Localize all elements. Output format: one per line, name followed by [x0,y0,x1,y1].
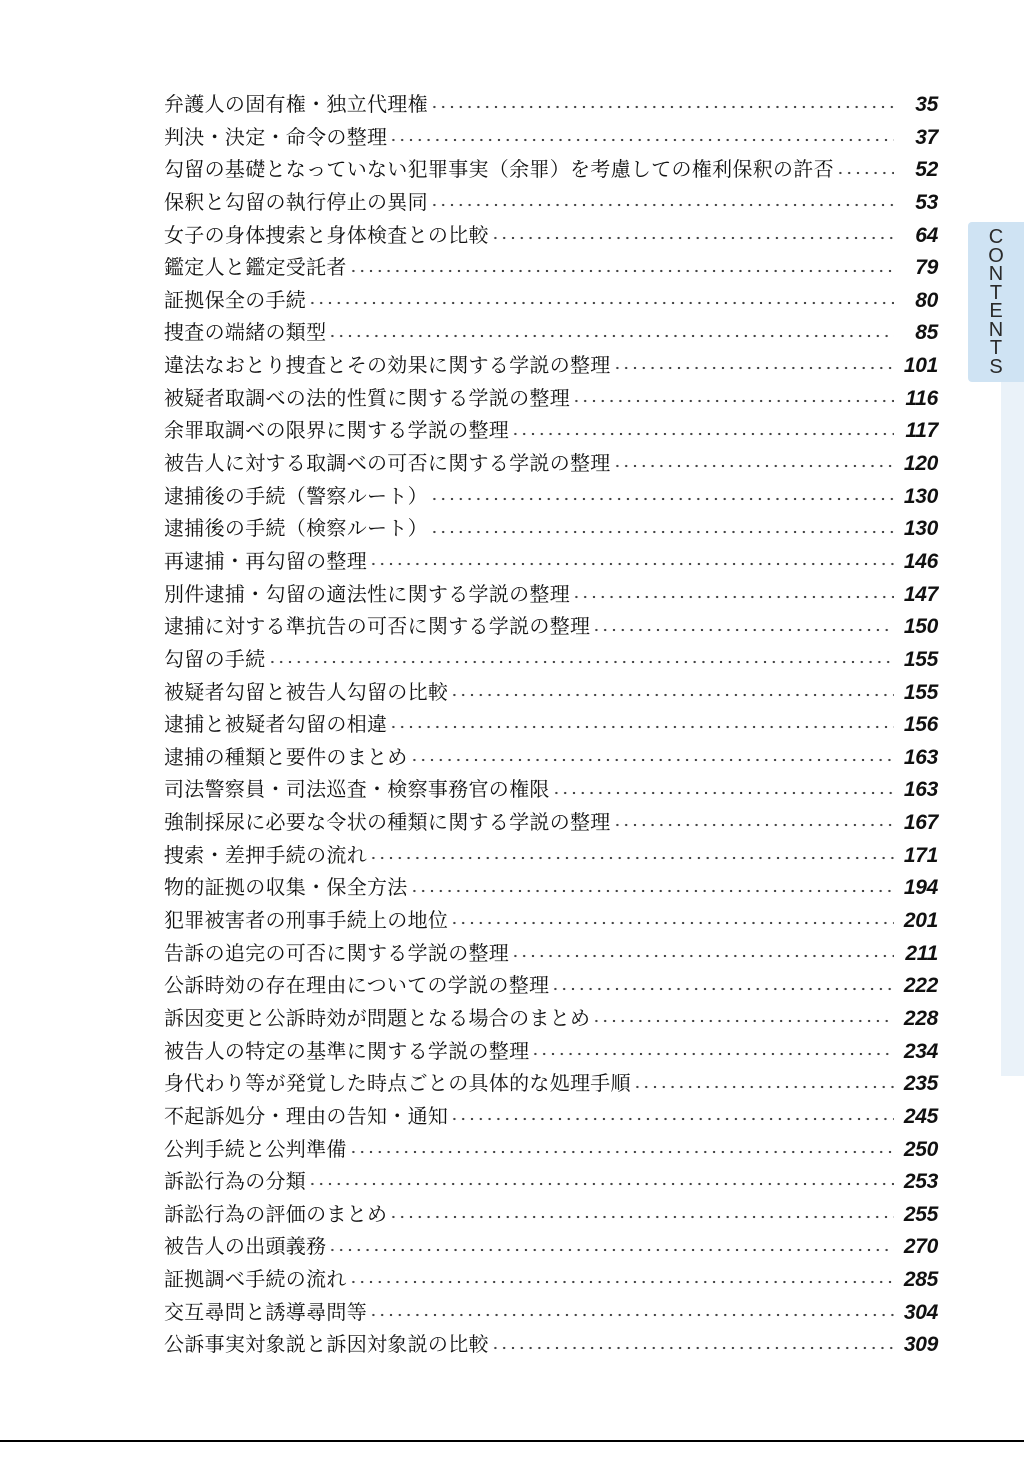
toc-entry[interactable] [164,316,938,349]
toc-entry[interactable] [164,1296,938,1329]
toc-entry-page: 116 [905,386,938,410]
toc-entry-page: 255 [903,1202,938,1226]
dot-leader [613,366,894,370]
toc-entry[interactable] [164,186,938,219]
toc-entry[interactable] [164,1133,938,1166]
toc-entry[interactable] [164,1002,938,1035]
toc-entry-page: 35 [915,93,938,116]
dot-leader [349,1150,894,1154]
dot-leader [511,432,894,436]
toc-entry[interactable] [164,871,938,904]
toc-entry-page: 146 [903,549,938,573]
toc-entry-title: 捜査の端緒の類型 [164,320,327,345]
toc-entry-page: 201 [903,909,938,933]
toc-entry-page: 130 [903,517,938,541]
toc-entry-title: 交互尋問と誘導尋問等 [164,1299,367,1324]
toc-entry[interactable] [164,904,938,937]
dot-leader [410,889,894,893]
dot-leader [369,562,894,566]
dot-leader [389,725,894,729]
toc-entry-title: 被告人の特定の基準に関する学説の整理 [164,1038,530,1063]
toc-entry-page: 270 [903,1235,938,1259]
toc-entry-page: 52 [915,158,938,182]
toc-entry-page: 167 [903,811,938,835]
toc-entry[interactable] [164,578,938,611]
dot-leader [349,1280,894,1284]
toc-entry[interactable] [164,1198,938,1231]
dot-leader [410,758,894,762]
dot-leader [389,138,894,142]
toc-entry-title: 不起訴処分・理由の告知・通知 [164,1103,449,1128]
toc-entry-page: 64 [915,223,938,247]
dot-leader [430,105,894,109]
toc-entry[interactable] [164,1067,938,1100]
toc-entry[interactable] [164,88,938,121]
dot-leader [552,791,894,795]
toc-entry-title: 身代わり等が発覚した時点ごとの具体的な処理手順 [164,1071,631,1096]
toc-entry-title: 違法なおとり捜査とその効果に関する学説の整理 [164,353,611,378]
toc-entry[interactable] [164,153,938,186]
toc-entry-page: 101 [903,354,938,378]
toc-entry-title: 証拠保全の手続 [164,287,307,312]
contents-tab-letter: E [989,300,1003,322]
toc-entry[interactable] [164,480,938,513]
contents-tab-letter: T [989,337,1003,359]
dot-leader [389,1215,894,1219]
contents-side-tab[interactable] [968,222,1024,382]
dot-leader [430,530,894,534]
dot-leader [328,1248,894,1252]
toc-entry[interactable] [164,839,938,872]
toc-entry-title: 訴因変更と公訴時効が問題となる場合のまとめ [164,1005,591,1030]
toc-entry-page: 155 [903,680,938,704]
toc-entry-title: 余罪取調べの限界に関する学説の整理 [164,418,510,443]
toc-entry-page: 37 [915,125,938,149]
toc-entry-title: 逮捕と被疑者勾留の相違 [164,712,388,737]
toc-entry-title: 別件逮捕・勾留の適法性に関する学説の整理 [164,581,570,606]
toc-entry[interactable] [164,806,938,839]
contents-tab-letter: T [989,281,1003,304]
toc-entry[interactable] [164,1100,938,1133]
side-index-band [1001,382,1024,1076]
toc-entry-title: 司法警察員・司法巡査・検察事務官の権限 [164,777,550,802]
toc-entry[interactable] [164,545,938,578]
toc-entry[interactable] [164,414,938,447]
dot-leader [369,856,894,860]
toc-entry-title: 公訴事実対象説と訴因対象説の比較 [164,1332,489,1357]
toc-entry-page: 147 [903,582,938,606]
toc-entry[interactable] [164,969,938,1002]
toc-entry-title: 被告人に対する取調べの可否に関する学説の整理 [164,451,611,476]
toc-entry-page: 228 [903,1006,938,1030]
toc-entry-title: 訴訟行為の分類 [164,1169,307,1194]
toc-entry-title: 逮捕の種類と要件のまとめ [164,744,408,769]
toc-entry-title: 証拠調べ手続の流れ [164,1267,347,1292]
toc-entry[interactable] [164,121,938,154]
dot-leader [592,1019,894,1023]
dot-leader [491,236,894,240]
dot-leader [450,1117,894,1121]
dot-leader [430,203,894,207]
toc-entry-title: 被疑者勾留と被告人勾留の比較 [164,679,449,704]
dot-leader [836,171,894,175]
toc-entry[interactable] [164,1263,938,1296]
dot-leader [592,628,894,632]
toc-entry[interactable] [164,512,938,545]
toc-entry-title: 再逮捕・再勾留の整理 [164,548,367,573]
toc-entry[interactable] [164,676,938,709]
toc-entry-title: 逮捕後の手続（検察ルート） [164,516,428,541]
toc-entry[interactable] [164,708,938,741]
dot-leader [328,334,894,338]
toc-entry-page: 156 [903,713,938,737]
toc-entry[interactable] [164,773,938,806]
toc-entry[interactable] [164,610,938,643]
toc-entry[interactable] [164,219,938,252]
toc-entry[interactable] [164,251,938,284]
toc-entry-title: 告訴の追完の可否に関する学説の整理 [164,940,510,965]
toc-entry[interactable] [164,382,938,415]
dot-leader [450,693,894,697]
toc-entry[interactable] [164,1328,938,1361]
toc-entry-page: 171 [903,843,938,867]
toc-entry-page: 120 [903,452,938,476]
dot-leader [491,1346,894,1350]
toc-entry-title: 保釈と勾留の執行停止の異同 [164,189,428,214]
bottom-rule [0,1440,1024,1442]
toc-entry-page: 222 [903,974,938,998]
toc-entry-title: 訴訟行為の評価のまとめ [164,1201,388,1226]
dot-leader [613,823,894,827]
toc-entry[interactable] [164,1165,938,1198]
toc-entry-title: 勾留の基礎となっていない犯罪事実（余罪）を考慮しての権利保釈の許否 [164,157,834,182]
toc-entry-title: 犯罪被害者の刑事手続上の地位 [164,908,449,933]
toc-entry-page: 235 [903,1072,938,1096]
toc-entry-page: 155 [903,647,938,671]
toc-entry-page: 130 [903,484,938,508]
toc-entry[interactable] [164,741,938,774]
toc-entry-page: 163 [903,778,938,802]
toc-entry-title: 強制採尿に必要な令状の種類に関する学説の整理 [164,810,611,835]
toc-entry-title: 公訴時効の存在理由についての学説の整理 [164,973,550,998]
dot-leader [551,987,894,991]
toc-entry-title: 弁護人の固有権・独立代理権 [164,92,428,116]
toc-entry-page: 309 [903,1333,938,1357]
toc-entry-page: 253 [903,1170,938,1194]
toc-entry-page: 194 [903,876,938,900]
toc-entry-title: 被告人の出頭義務 [164,1234,327,1259]
dot-leader [308,301,894,305]
toc-entry-page: 285 [903,1268,938,1292]
toc-entry-title: 被疑者取調べの法的性質に関する学説の整理 [164,385,570,410]
toc-entry-title: 判決・決定・命令の整理 [164,124,388,149]
toc-entry-page: 150 [903,615,938,639]
toc-entry-page: 234 [903,1039,938,1063]
dot-leader [633,1085,894,1089]
toc-entry[interactable] [164,1230,938,1263]
dot-leader [268,660,895,664]
dot-leader [531,1052,894,1056]
toc-entry-page: 80 [915,288,938,312]
dot-leader [511,954,894,958]
dot-leader [450,921,894,925]
dot-leader [369,1313,894,1317]
toc-entry[interactable] [164,937,938,970]
toc-entry-title: 公判手続と公判準備 [164,1136,347,1161]
toc-entry[interactable] [164,447,938,480]
toc-entry-page: 250 [903,1137,938,1161]
toc-entry-page: 117 [905,419,938,443]
toc-entry-title: 鑑定人と鑑定受託者 [164,255,347,280]
toc-entry[interactable] [164,284,938,317]
dot-leader [430,497,894,501]
toc-entry-page: 211 [905,941,938,965]
dot-leader [308,1182,894,1186]
dot-leader [613,464,894,468]
toc-entry-title: 捜索・差押手続の流れ [164,842,367,867]
contents-tab-letter: O [988,244,1004,267]
toc-entry-page: 245 [903,1104,938,1128]
toc-entry-page: 53 [915,190,938,214]
toc-entry-page: 304 [903,1300,938,1324]
dot-leader [572,595,894,599]
toc-entry-page: 79 [915,256,938,280]
toc-entry[interactable] [164,349,938,382]
toc-entry-page: 163 [903,745,938,769]
toc-entry-title: 逮捕後の手続（警察ルート） [164,483,428,508]
contents-tab-letter: N [988,263,1004,285]
contents-tab-letter: S [989,355,1003,378]
toc-entry-title: 勾留の手続 [164,646,266,671]
toc-entry[interactable] [164,1035,938,1068]
table-of-contents [164,88,938,1361]
contents-tab-letter: C [988,226,1004,248]
toc-entry-page: 85 [915,321,938,345]
contents-tab-letter: N [988,318,1004,341]
dot-leader [349,269,894,273]
toc-entry-title: 物的証拠の収集・保全方法 [164,875,408,900]
toc-entry-title: 女子の身体捜索と身体検査との比較 [164,222,489,247]
toc-entry[interactable] [164,643,938,676]
toc-entry-title: 逮捕に対する準抗告の可否に関する学説の整理 [164,614,591,639]
dot-leader [572,399,894,403]
